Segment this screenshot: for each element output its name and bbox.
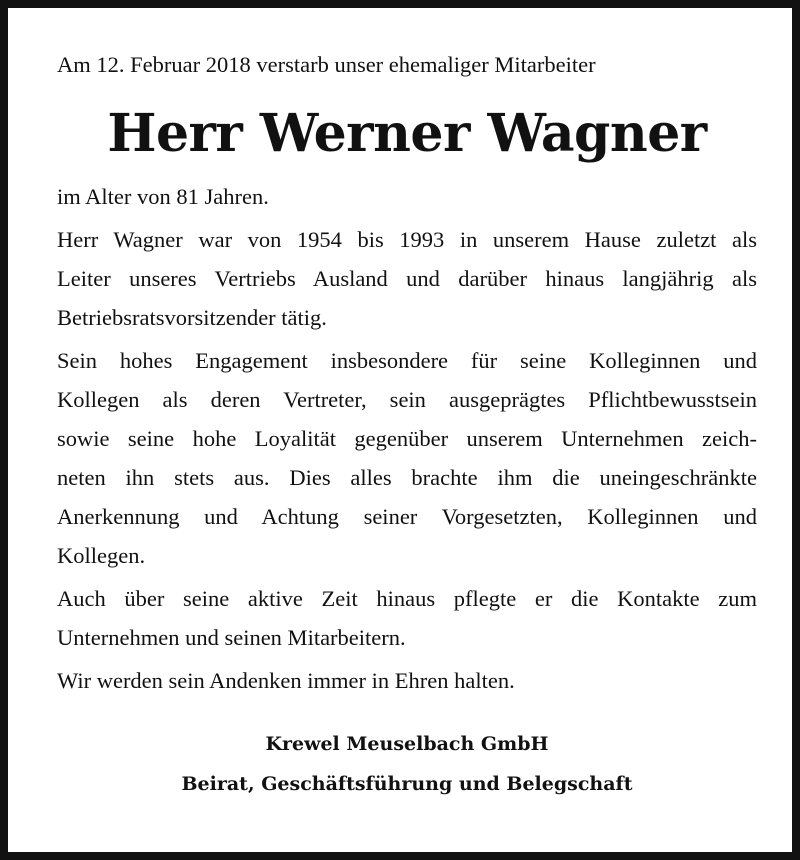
intro-text: Am 12. Februar 2018 verstarb unser ehemaliger Mitarbeiter bbox=[57, 52, 596, 77]
paragraph-engagement bbox=[57, 341, 757, 575]
deceased-name: Herr Werner Wagner bbox=[107, 103, 707, 164]
paragraph-remembrance: Wir werden sein Andenken immer in Ehren halten. bbox=[57, 668, 515, 693]
paragraph-line: Kollegen als deren Vertreter, sein ausgeprägtes Pflichtbewusstsein bbox=[57, 387, 757, 412]
age-text: im Alter von 81 Jahren. bbox=[57, 184, 269, 209]
paragraph-line: Leiter unseres Vertriebs Ausland und darüber hinaus langjährig als bbox=[57, 266, 757, 291]
paragraph-line: Anerkennung und Achtung seiner Vorgesetzten, Kolleginnen und bbox=[57, 504, 757, 529]
paragraph-line: Betriebsratsvorsitzender tätig. bbox=[57, 305, 327, 330]
company-name: Krewel Meuselbach GmbH bbox=[265, 733, 549, 755]
paragraph-line: neten ihn stets aus. Dies alles brachte ihm die uneingeschränkte bbox=[57, 465, 757, 490]
signature-block bbox=[57, 724, 757, 804]
signature-groups: Beirat, Geschäftsführung und Belegschaft bbox=[181, 773, 633, 795]
paragraph-line: Auch über seine aktive Zeit hinaus pflegte er die Kontakte zum bbox=[57, 586, 757, 611]
paragraph-line: Herr Wagner war von 1954 bis 1993 in unserem Hause zuletzt als bbox=[57, 227, 757, 252]
paragraph-line: Unternehmen und seinen Mitarbeitern. bbox=[57, 625, 406, 650]
paragraph-line: sowie seine hohe Loyalität gegenüber unserem Unternehmen zeich- bbox=[57, 426, 757, 451]
paragraph-line: Sein hohes Engagement insbesondere für seine Kolleginnen und bbox=[57, 348, 757, 373]
paragraph-career bbox=[57, 220, 757, 337]
notice-content bbox=[57, 50, 757, 804]
paragraph-line: Kollegen. bbox=[57, 543, 146, 568]
paragraph-contacts bbox=[57, 579, 757, 657]
